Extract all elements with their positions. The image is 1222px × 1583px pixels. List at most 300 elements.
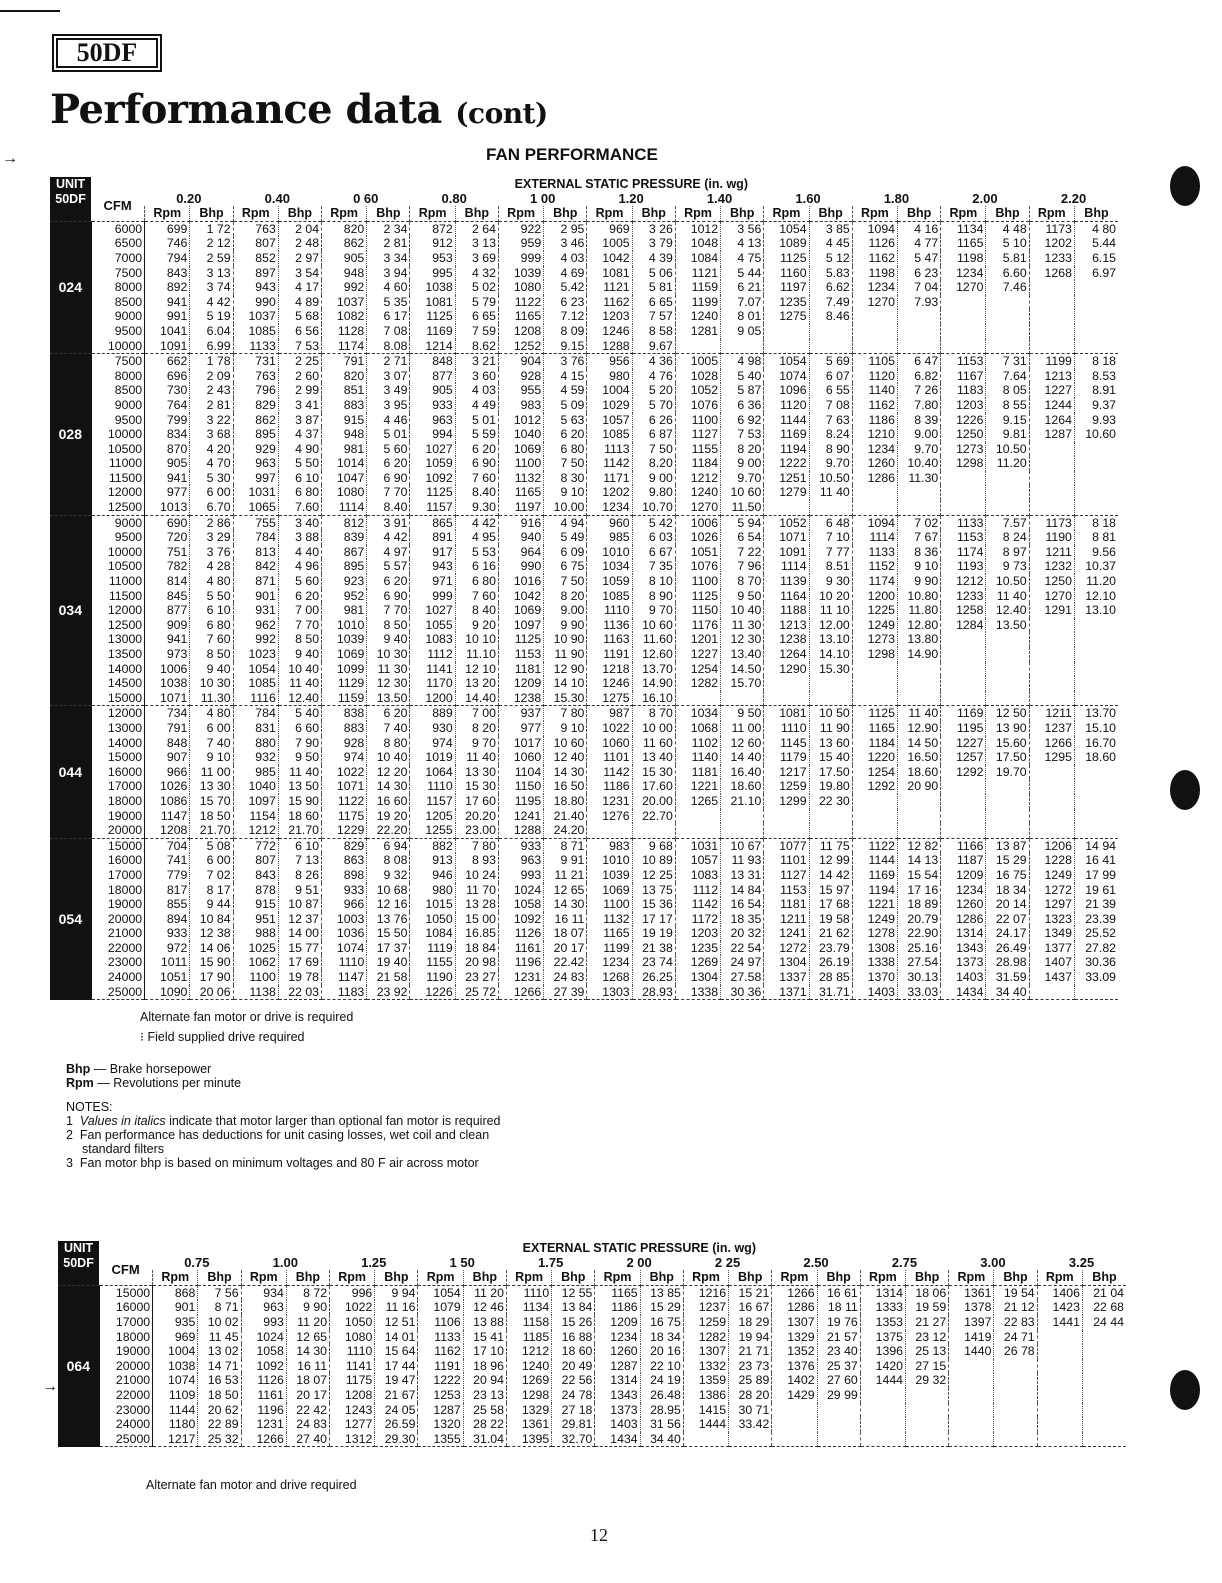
rpm-value: 992 xyxy=(322,280,367,295)
rpm-value: 1110 xyxy=(330,1344,375,1359)
rpm-value: 1217 xyxy=(153,1432,198,1447)
rpm-value: 983 xyxy=(587,838,632,853)
bhp-value: 2 64 xyxy=(455,221,498,236)
bhp-value xyxy=(1074,809,1118,824)
bhp-value: 9 90 xyxy=(286,1300,329,1315)
page-title xyxy=(50,86,548,133)
bhp-value: 11 60 xyxy=(632,736,675,751)
rpm-value: 1205 xyxy=(410,809,455,824)
bhp-value xyxy=(898,823,941,838)
bhp-value: 13 20 xyxy=(455,676,498,691)
bhp-value: 7.46 xyxy=(986,280,1029,295)
rpm-value: 1233 xyxy=(1029,251,1074,266)
rpm-value: 1218 xyxy=(587,662,632,677)
bhp-value: 8 70 xyxy=(721,574,764,589)
bhp-value xyxy=(986,691,1029,706)
bhp-value: 3 76 xyxy=(544,354,587,369)
bhp-value: 4 48 xyxy=(986,221,1029,236)
rpm-value: 1144 xyxy=(153,1403,198,1418)
bhp-value: 17 44 xyxy=(375,1359,418,1374)
bhp-value: 27 60 xyxy=(817,1373,860,1388)
bhp-value: 10 67 xyxy=(721,838,764,853)
rpm-value: 1074 xyxy=(153,1373,198,1388)
cfm-header: CFM xyxy=(111,1261,140,1277)
rpm-value: 1069 xyxy=(322,647,367,662)
pressure-header: 1.20 xyxy=(618,190,644,206)
rpm-value: 1126 xyxy=(852,236,897,251)
bhp-value: 6.99 xyxy=(190,339,233,354)
rpm-value: 662 xyxy=(145,354,190,369)
bhp-value: 6 48 xyxy=(809,515,852,530)
bhp-value: 19 59 xyxy=(906,1300,949,1315)
rpm-value xyxy=(852,309,897,324)
bhp-value: 24 97 xyxy=(721,955,764,970)
esp-header: EXTERNAL STATIC PRESSURE (in. wg) xyxy=(514,177,748,191)
cfm-value: 9000 xyxy=(91,398,144,413)
rpm-value: 1323 xyxy=(1029,912,1074,927)
rpm-value: 839 xyxy=(322,530,367,545)
cfm-value: 23000 xyxy=(91,955,144,970)
bhp-value xyxy=(1074,324,1118,339)
bhp-value xyxy=(1082,1417,1126,1432)
rpm-value: 1343 xyxy=(941,941,986,956)
cfm-value: 24000 xyxy=(99,1417,152,1432)
rpm-value: 1128 xyxy=(322,324,367,339)
unit-size-label: 054 xyxy=(50,838,91,1000)
bhp-value: 8 20 xyxy=(455,721,498,736)
bhp-value: 5 50 xyxy=(190,589,233,604)
bhp-value xyxy=(1074,295,1118,310)
bhp-value: 7 08 xyxy=(809,398,852,413)
bhp-value: 16 61 xyxy=(817,1285,860,1300)
rpm-value: 1159 xyxy=(322,691,367,706)
rpm-value: 1419 xyxy=(949,1330,994,1345)
rpm-value: 699 xyxy=(145,221,190,236)
bhp-value: 4 96 xyxy=(278,559,321,574)
bhp-value: 9.81 xyxy=(986,427,1029,442)
rpm-value: 1125 xyxy=(410,309,455,324)
bhp-value xyxy=(994,1388,1037,1403)
bhp-value: 11.30 xyxy=(190,691,233,706)
cfm-value: 6000 xyxy=(91,221,144,236)
bhp-value: 10 60 xyxy=(632,618,675,633)
rpm-value: 1221 xyxy=(675,779,720,794)
rpm-value: 990 xyxy=(233,295,278,310)
rpm-value: 1074 xyxy=(322,941,367,956)
cfm-value: 16000 xyxy=(99,1300,152,1315)
table-row xyxy=(58,1432,1126,1447)
rpm-value: 1211 xyxy=(1029,545,1074,560)
rpm-value xyxy=(675,809,720,824)
bhp-value: 13 02 xyxy=(198,1344,241,1359)
rpm-value: 946 xyxy=(410,868,455,883)
bhp-value: 28.98 xyxy=(986,955,1029,970)
bhp-value xyxy=(986,471,1029,486)
rpm-value: 1120 xyxy=(852,369,897,384)
bhp-value: 3 40 xyxy=(278,515,321,530)
rpm-value: 1110 xyxy=(587,603,632,618)
rpm-value: 1298 xyxy=(506,1388,551,1403)
rpm-value: 1174 xyxy=(852,574,897,589)
rpm-value xyxy=(764,691,809,706)
bhp-value: 15 00 xyxy=(455,912,498,927)
rpm-value xyxy=(1037,1330,1082,1345)
rpm-value: 1203 xyxy=(675,926,720,941)
rpm-value: 1220 xyxy=(852,750,897,765)
bhp-value: 6 90 xyxy=(367,589,410,604)
rpm-value: 916 xyxy=(498,515,543,530)
table-row xyxy=(50,706,1118,721)
bhp-value: 11 40 xyxy=(809,485,852,500)
bhp-value: 14 94 xyxy=(1074,838,1118,853)
bhp-value: 22.70 xyxy=(632,809,675,824)
rpm-value: 878 xyxy=(233,883,278,898)
rpm-value: 1290 xyxy=(764,662,809,677)
pressure-header: 1.80 xyxy=(883,190,910,206)
cfm-value: 19000 xyxy=(99,1344,152,1359)
rpm-value xyxy=(1029,779,1074,794)
bhp-header: Bhp xyxy=(640,1270,683,1285)
rpm-value: 1141 xyxy=(410,662,455,677)
bhp-value: 13.50 xyxy=(986,618,1029,633)
table-row xyxy=(50,442,1118,457)
rpm-value: 1100 xyxy=(233,970,278,985)
rpm-value: 829 xyxy=(233,398,278,413)
bhp-value: 8.53 xyxy=(1074,369,1118,384)
bhp-value: 18 84 xyxy=(455,941,498,956)
rpm-value: 1291 xyxy=(1029,603,1074,618)
bhp-value: 18 35 xyxy=(721,912,764,927)
bhp-value: 15 90 xyxy=(278,794,321,809)
rpm-value xyxy=(675,691,720,706)
bhp-value: 8.62 xyxy=(455,339,498,354)
rpm-value: 1265 xyxy=(675,794,720,809)
bhp-value: 10.50 xyxy=(986,574,1029,589)
bhp-value: 22 30 xyxy=(809,794,852,809)
bhp-header: Bhp xyxy=(721,206,764,221)
bhp-value: 7.80 xyxy=(898,398,941,413)
rpm-value: 1186 xyxy=(852,413,897,428)
bhp-value: 15 77 xyxy=(278,941,321,956)
bhp-value: 6 16 xyxy=(455,559,498,574)
rpm-value: 1181 xyxy=(764,897,809,912)
bhp-value: 7 31 xyxy=(986,354,1029,369)
bhp-value: 6.15 xyxy=(1074,251,1118,266)
rpm-value: 1114 xyxy=(322,500,367,515)
rpm-value xyxy=(949,1388,994,1403)
rpm-value: 1167 xyxy=(941,369,986,384)
rpm-value: 834 xyxy=(145,427,190,442)
bhp-value xyxy=(986,324,1029,339)
bhp-value: 18.60 xyxy=(721,779,764,794)
bhp-header: Bhp xyxy=(1082,1270,1126,1285)
rpm-value: 891 xyxy=(410,530,455,545)
rpm-value: 1113 xyxy=(587,442,632,457)
cfm-value: 15000 xyxy=(99,1285,152,1300)
rpm-value: 779 xyxy=(145,868,190,883)
bhp-value: 8 10 xyxy=(632,574,675,589)
cfm-value: 12500 xyxy=(91,618,144,633)
bhp-value xyxy=(986,632,1029,647)
rpm-value xyxy=(772,1417,817,1432)
bhp-value: 21 57 xyxy=(817,1330,860,1345)
rpm-value: 1116 xyxy=(233,691,278,706)
cfm-value: 11500 xyxy=(91,471,144,486)
binder-hole-mark xyxy=(1170,770,1200,810)
table-row xyxy=(50,985,1118,1000)
rpm-value: 1160 xyxy=(764,266,809,281)
rpm-value: 1251 xyxy=(764,471,809,486)
bhp-value: 17 99 xyxy=(1074,868,1118,883)
bhp-value: 12 82 xyxy=(898,838,941,853)
bhp-value: 13 76 xyxy=(367,912,410,927)
rpm-header: Rpm xyxy=(941,206,986,221)
table-row xyxy=(58,1330,1126,1345)
rpm-value: 1085 xyxy=(587,589,632,604)
bhp-value xyxy=(1082,1373,1126,1388)
rpm-value: 1037 xyxy=(233,309,278,324)
rpm-value: 746 xyxy=(145,236,190,251)
rpm-value: 1051 xyxy=(675,545,720,560)
rpm-value xyxy=(860,1432,905,1447)
bhp-value: 12.10 xyxy=(1074,589,1118,604)
rpm-value: 1222 xyxy=(418,1373,463,1388)
bhp-value: 16 11 xyxy=(286,1359,329,1374)
bhp-value: 19 76 xyxy=(817,1315,860,1330)
rpm-value: 1444 xyxy=(683,1417,728,1432)
rpm-value: 1272 xyxy=(1029,883,1074,898)
binder-hole-mark xyxy=(1170,166,1200,206)
bhp-value xyxy=(986,500,1029,515)
bhp-value: 5.44 xyxy=(1074,236,1118,251)
bhp-value: 8 20 xyxy=(721,442,764,457)
rpm-value: 941 xyxy=(145,632,190,647)
pressure-header: 0.40 xyxy=(264,190,290,206)
rpm-value: 1172 xyxy=(675,912,720,927)
rpm-value: 966 xyxy=(145,765,190,780)
rpm-value: 1047 xyxy=(322,471,367,486)
rpm-value xyxy=(941,500,986,515)
bhp-value: 4 32 xyxy=(455,266,498,281)
bhp-value: 6 10 xyxy=(190,603,233,618)
cfm-value: 11000 xyxy=(91,456,144,471)
rpm-value: 901 xyxy=(153,1300,198,1315)
rpm-value xyxy=(941,324,986,339)
bhp-value xyxy=(1074,779,1118,794)
rpm-value: 1429 xyxy=(772,1388,817,1403)
notes-label: NOTES: xyxy=(66,1100,113,1114)
rpm-value: 1287 xyxy=(1029,427,1074,442)
bhp-value: 23 92 xyxy=(367,985,410,1000)
cfm-value: 17000 xyxy=(91,779,144,794)
bhp-value: 31 56 xyxy=(640,1417,683,1432)
bhp-value: 3 56 xyxy=(721,221,764,236)
bhp-value: 22 83 xyxy=(994,1315,1037,1330)
bhp-header: Bhp xyxy=(463,1270,506,1285)
rpm-value: 1361 xyxy=(949,1285,994,1300)
rpm-value: 1144 xyxy=(852,853,897,868)
bhp-value: 8.24 xyxy=(809,427,852,442)
bhp-value: 21.10 xyxy=(721,794,764,809)
cfm-value: 16000 xyxy=(91,853,144,868)
rpm-value: 1234 xyxy=(587,500,632,515)
bhp-value: 4 97 xyxy=(367,545,410,560)
bhp-value: 9.37 xyxy=(1074,398,1118,413)
bhp-value: 9.70 xyxy=(721,471,764,486)
bhp-value: 9 90 xyxy=(898,574,941,589)
bhp-value: 10 20 xyxy=(809,589,852,604)
fan-performance-table-1 xyxy=(50,177,1118,1000)
rpm-header: Rpm xyxy=(675,206,720,221)
rpm-value xyxy=(852,794,897,809)
title-suffix: (cont) xyxy=(455,97,548,130)
rpm-value: 1272 xyxy=(764,941,809,956)
rpm-value: 964 xyxy=(498,545,543,560)
bhp-value xyxy=(986,794,1029,809)
rpm-value: 1292 xyxy=(941,765,986,780)
bhp-value: 10 02 xyxy=(198,1315,241,1330)
rpm-value xyxy=(772,1432,817,1447)
table-row xyxy=(50,309,1118,324)
rpm-value: 990 xyxy=(498,559,543,574)
bhp-value: 27 39 xyxy=(544,985,587,1000)
rpm-value: 1212 xyxy=(233,823,278,838)
bhp-value: 2 97 xyxy=(278,251,321,266)
bhp-value: 15 64 xyxy=(375,1344,418,1359)
cfm-value: 12000 xyxy=(91,706,144,721)
bhp-value: 26.19 xyxy=(809,955,852,970)
rpm-value: 1352 xyxy=(772,1344,817,1359)
rpm-value: 1083 xyxy=(675,868,720,883)
bhp-value: 12.90 xyxy=(898,721,941,736)
bhp-value xyxy=(721,691,764,706)
table-row xyxy=(50,339,1118,354)
bhp-value: 27.82 xyxy=(1074,941,1118,956)
table-row xyxy=(50,500,1118,515)
rpm-value: 1373 xyxy=(941,955,986,970)
bhp-value: 13.80 xyxy=(898,632,941,647)
bhp-value: 11 45 xyxy=(198,1330,241,1345)
bhp-value: 7 67 xyxy=(898,530,941,545)
bhp-value: 6 17 xyxy=(367,309,410,324)
rpm-value: 1133 xyxy=(418,1330,463,1345)
rpm-value: 1174 xyxy=(941,545,986,560)
bhp-value: 12 99 xyxy=(809,853,852,868)
bhp-value: 3 13 xyxy=(190,266,233,281)
table-row xyxy=(50,676,1118,691)
rpm-value: 1169 xyxy=(852,868,897,883)
bhp-value: 13.70 xyxy=(1074,706,1118,721)
rpm-value: 1034 xyxy=(675,706,720,721)
rpm-value: 1270 xyxy=(675,500,720,515)
bhp-value: 8.40 xyxy=(367,500,410,515)
bhp-value: 8 17 xyxy=(190,883,233,898)
bhp-value: 18 89 xyxy=(898,897,941,912)
rpm-value xyxy=(1037,1373,1082,1388)
bhp-value: 5 87 xyxy=(721,383,764,398)
rpm-value xyxy=(764,324,809,339)
rpm-value: 1213 xyxy=(1029,369,1074,384)
rpm-value: 845 xyxy=(145,589,190,604)
bhp-value: 16 88 xyxy=(552,1330,595,1345)
rpm-value: 1038 xyxy=(153,1359,198,1374)
bhp-value: 5 01 xyxy=(455,413,498,428)
rpm-value: 1076 xyxy=(675,559,720,574)
bhp-value: 18 06 xyxy=(906,1285,949,1300)
bhp-value: 11.60 xyxy=(632,632,675,647)
bhp-value: 7 08 xyxy=(367,324,410,339)
rpm-value: 1273 xyxy=(852,632,897,647)
table-row xyxy=(50,838,1118,853)
bhp-value xyxy=(1074,442,1118,457)
rpm-value: 1308 xyxy=(852,941,897,956)
rpm-value: 1373 xyxy=(595,1403,640,1418)
bhp-value: 13 30 xyxy=(455,765,498,780)
rpm-value xyxy=(675,823,720,838)
note1-text: indicate that motor larger than optional fan motor is required xyxy=(169,1114,501,1128)
rpm-value: 1086 xyxy=(145,794,190,809)
rpm-value xyxy=(852,823,897,838)
bhp-value: 21 04 xyxy=(1082,1285,1126,1300)
rpm-value: 1208 xyxy=(498,324,543,339)
bhp-value: 9 70 xyxy=(455,736,498,751)
rpm-value: 1147 xyxy=(145,809,190,824)
rpm-value: 1226 xyxy=(410,985,455,1000)
bhp-header: Bhp xyxy=(286,1270,329,1285)
unit-size-label: 028 xyxy=(50,354,91,516)
rpm-value: 995 xyxy=(410,266,455,281)
bhp-value: 15 36 xyxy=(632,897,675,912)
rpm-value: 1264 xyxy=(764,647,809,662)
bhp-value: 22.42 xyxy=(544,955,587,970)
rpm-value: 930 xyxy=(410,721,455,736)
bhp-value: 15 90 xyxy=(190,955,233,970)
cfm-value: 7500 xyxy=(91,266,144,281)
bhp-value: 8.51 xyxy=(809,559,852,574)
bhp-value: 18 50 xyxy=(198,1388,241,1403)
rpm-value xyxy=(1029,662,1074,677)
bhp-value: 10.80 xyxy=(898,589,941,604)
bhp-value xyxy=(809,676,852,691)
cfm-value: 21000 xyxy=(99,1373,152,1388)
bhp-value: 23 73 xyxy=(729,1359,772,1374)
bhp-value: 14 84 xyxy=(721,883,764,898)
rpm-value: 1259 xyxy=(764,779,809,794)
rpm-value: 813 xyxy=(233,545,278,560)
rpm-value: 1320 xyxy=(418,1417,463,1432)
bhp-value: 5 49 xyxy=(544,530,587,545)
bhp-value: 14.90 xyxy=(898,647,941,662)
rpm-value: 977 xyxy=(145,485,190,500)
table-row xyxy=(50,912,1118,927)
table-row xyxy=(50,589,1118,604)
rpm-value: 1004 xyxy=(153,1344,198,1359)
bhp-value: 5 68 xyxy=(278,309,321,324)
bhp-value xyxy=(817,1432,860,1447)
cfm-value: 7000 xyxy=(91,251,144,266)
rpm-value: 1243 xyxy=(330,1403,375,1418)
rpm-value: 751 xyxy=(145,545,190,560)
rpm-value: 1307 xyxy=(683,1344,728,1359)
bhp-value: 9 40 xyxy=(278,647,321,662)
rpm-value: 1190 xyxy=(410,970,455,985)
table2-footnote: Alternate fan motor and drive required xyxy=(146,1478,357,1492)
bhp-value: 2 09 xyxy=(190,369,233,384)
rpm-value: 794 xyxy=(145,251,190,266)
rpm-value: 1015 xyxy=(410,897,455,912)
cfm-value: 11500 xyxy=(91,589,144,604)
bhp-value: 15.70 xyxy=(721,676,764,691)
